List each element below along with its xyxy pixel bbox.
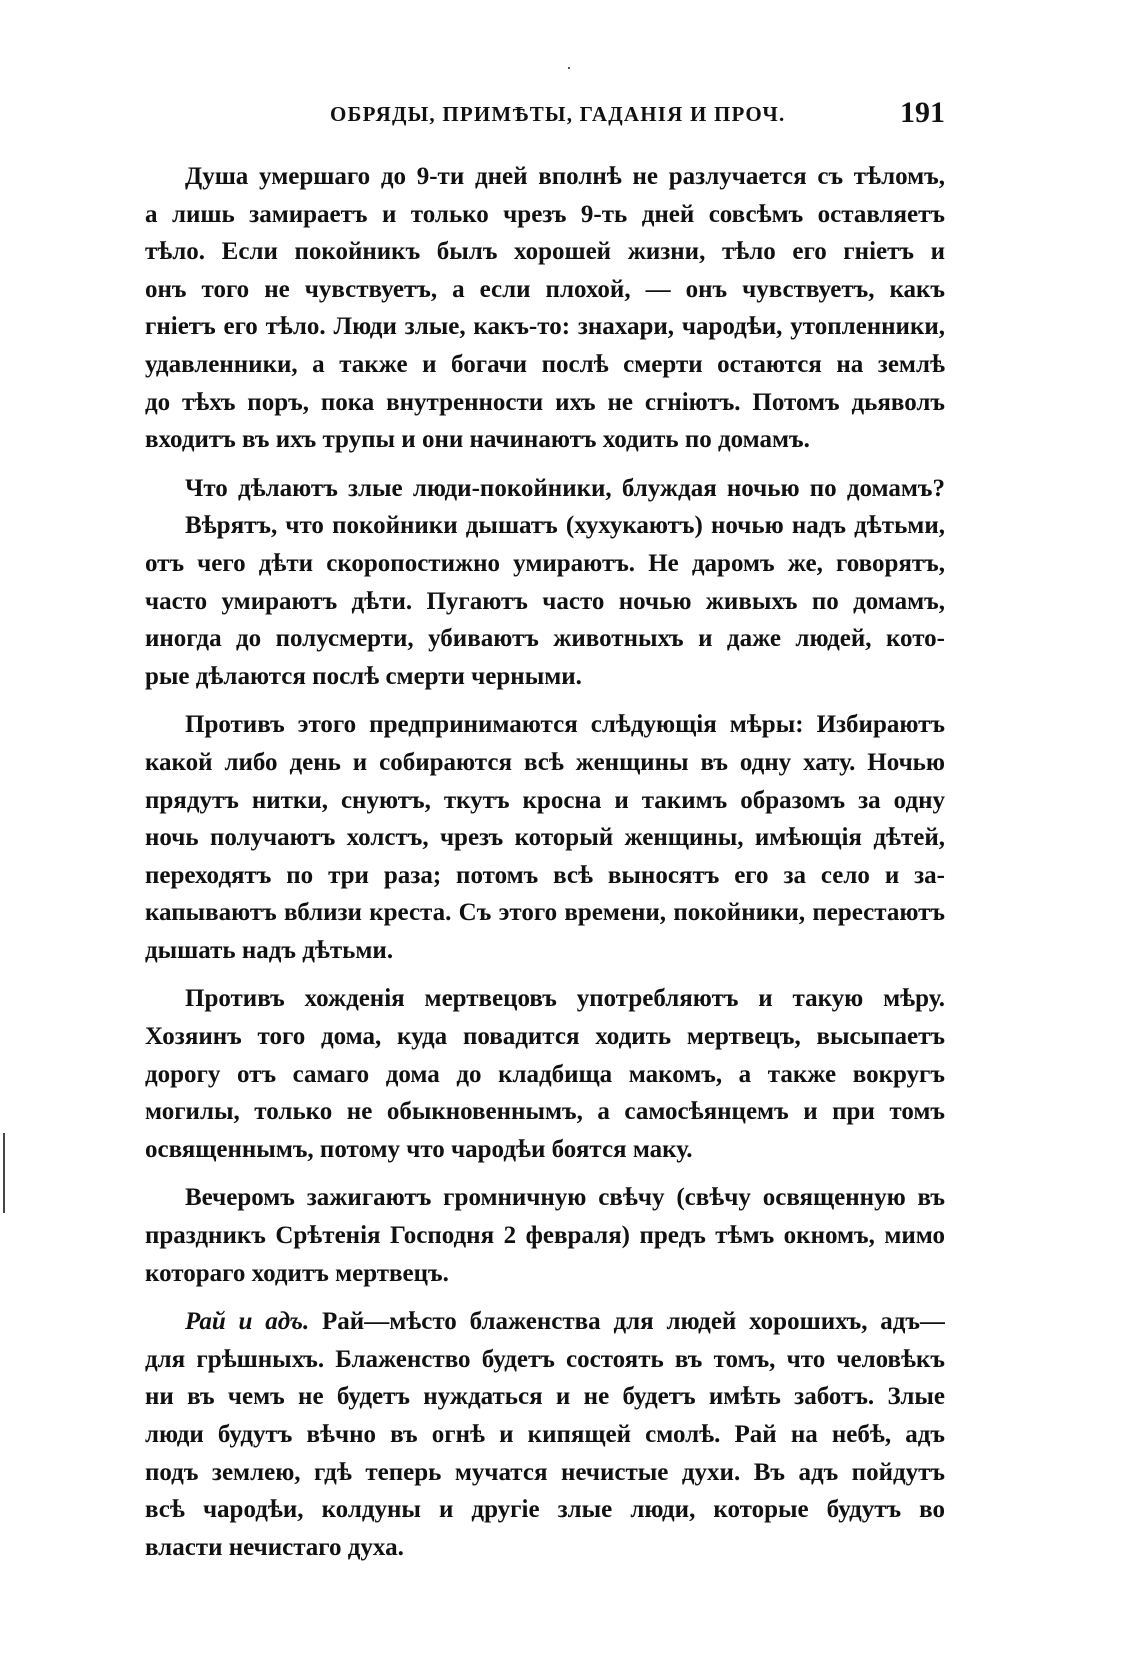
text-line: освященнымъ, потому что чародѣи боятся маку. bbox=[145, 1135, 693, 1163]
text-line: для грѣшныхъ. Блаженство будетъ состоять въ томъ, что человѣкъ bbox=[145, 1345, 945, 1373]
text-line bbox=[145, 1303, 945, 1341]
text-line: до тѣхъ поръ, пока внутренности ихъ не сгніютъ. Потомъ дьяволъ bbox=[145, 388, 945, 416]
section-heading-italic: Рай и адъ. bbox=[185, 1308, 310, 1336]
paragraph bbox=[145, 507, 945, 695]
paragraph bbox=[145, 470, 945, 508]
text-line: Вѣрятъ, что покойники дышатъ (хухукаютъ) ночью надъ дѣтьми, bbox=[185, 512, 945, 540]
text-line: часто умираютъ дѣти. Пугаютъ часто ночью живыхъ по домамъ, bbox=[145, 587, 945, 615]
paragraph bbox=[145, 706, 945, 969]
scan-speck bbox=[568, 67, 570, 69]
text-line: удавленники, а также и богачи послѣ смерти остаются на землѣ bbox=[145, 350, 945, 378]
paragraph bbox=[145, 158, 945, 459]
paragraph bbox=[145, 1303, 945, 1566]
text-line: гніетъ его тѣло. Люди злые, какъ-то: знахари, чародѣи, утопленники, bbox=[145, 313, 945, 341]
text-line: дорогу отъ самаго дома до кладбища макомъ, а также вокругъ bbox=[145, 1060, 945, 1088]
text-line: Хозяинъ того дома, куда повадится ходить мертвецъ, высыпаетъ bbox=[145, 1023, 945, 1051]
paragraph bbox=[145, 1179, 945, 1292]
text-line: Что дѣлаютъ злые люди-покойники, блуждая ночью по домамъ? bbox=[185, 474, 945, 502]
text-line: котораго ходитъ мертвецъ. bbox=[145, 1259, 449, 1287]
text-line: праздникъ Срѣтенія Господня 2 февраля) предъ тѣмъ окномъ, мимо bbox=[145, 1222, 945, 1250]
running-title: ОБРЯДЫ, ПРИМѢТЫ, ГАДАНІЯ И ПРОЧ. bbox=[330, 102, 786, 126]
text-line: отъ чего дѣти скоропостижно умираютъ. Не даромъ же, говорятъ, bbox=[145, 549, 945, 577]
scan-edge-mark bbox=[3, 1133, 5, 1213]
text-line: Противъ хожденія мертвецовъ употребляютъ и такую мѣру. bbox=[185, 985, 945, 1013]
text-line: тѣло. Если покойникъ былъ хорошей жизни, тѣло его гніетъ и bbox=[145, 238, 945, 266]
text-line: рые дѣлаются послѣ смерти черными. bbox=[145, 662, 582, 690]
text-line: могилы, только не обыкновеннымъ, а самосѣянцемъ и при томъ bbox=[145, 1098, 945, 1126]
text-line: дышать надъ дѣтьми. bbox=[145, 936, 394, 964]
text-span: Рай—мѣсто блаженства для людей хорошихъ, адъ— bbox=[309, 1308, 945, 1336]
text-line: Вечеромъ зажигаютъ громничную свѣчу (свѣчу освященную въ bbox=[185, 1184, 945, 1212]
text-line: переходятъ по три раза; потомъ всѣ выносятъ его за село и за- bbox=[145, 861, 945, 889]
text-line: иногда до полусмерти, убиваютъ животныхъ и даже людей, кото- bbox=[145, 625, 945, 653]
page-header bbox=[145, 96, 945, 136]
text-line: Душа умершаго до 9-ти дней вполнѣ не разлучается съ тѣломъ, bbox=[185, 163, 945, 190]
body-text bbox=[145, 158, 945, 1577]
text-line: прядутъ нитки, снуютъ, ткутъ кросна и такимъ образомъ за одну bbox=[145, 786, 945, 814]
paragraph bbox=[145, 980, 945, 1168]
page-number: 191 bbox=[900, 96, 945, 129]
text-line: капываютъ вблизи креста. Съ этого времени, покойники, перестаютъ bbox=[145, 899, 945, 927]
text-line: подъ землею, гдѣ теперь мучатся нечистые духи. Въ адъ пойдутъ bbox=[145, 1458, 945, 1486]
text-line: люди будутъ вѣчно въ огнѣ и кипящей смолѣ. Рай на небѣ, адъ bbox=[145, 1421, 945, 1448]
text-line: Противъ этого предпринимаются слѣдующія мѣры: Избираютъ bbox=[185, 711, 945, 739]
text-line: входитъ въ ихъ трупы и они начинаютъ ходить по домамъ. bbox=[145, 426, 810, 454]
text-line: какой либо день и собираются всѣ женщины въ одну хату. Ночью bbox=[145, 748, 945, 776]
text-line: всѣ чародѣи, колдуны и другіе злые люди, которые будутъ во bbox=[145, 1496, 945, 1524]
text-line: власти нечистаго духа. bbox=[145, 1533, 404, 1561]
text-line: а лишь замираетъ и только чрезъ 9-ть дней совсѣмъ оставляетъ bbox=[145, 200, 945, 228]
text-line: онъ того не чувствуетъ, а если плохой, — онъ чувствуетъ, какъ bbox=[145, 275, 945, 303]
text-line: ночь получаютъ холстъ, чрезъ который женщины, имѣющія дѣтей, bbox=[145, 824, 945, 852]
text-line: ни въ чемъ не будетъ нуждаться и не будетъ имѣть заботъ. Злые bbox=[145, 1383, 945, 1411]
